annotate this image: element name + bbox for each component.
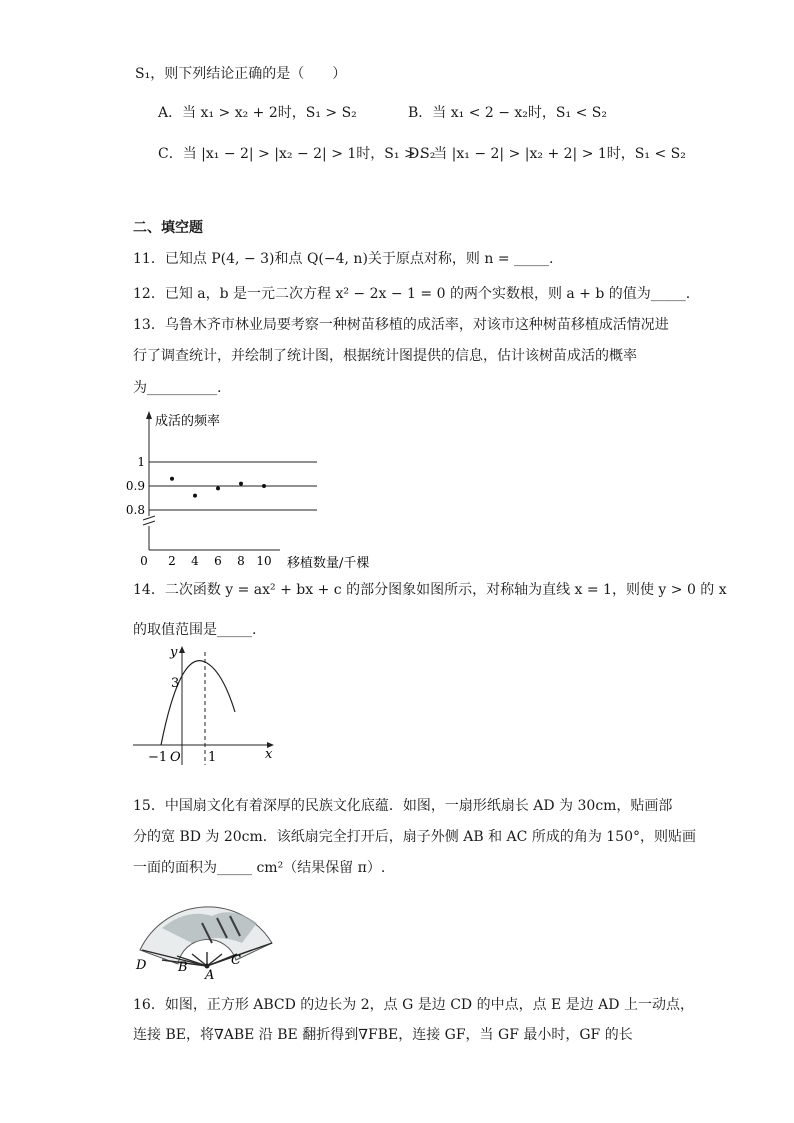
label-3: 3: [171, 676, 180, 691]
q10-option-b: B．当 x₁ < 2 − x₂时，S₁ < S₂: [408, 105, 607, 121]
paper-fan-figure: [132, 888, 282, 983]
x-tick-label: 10: [256, 553, 272, 568]
y-axis-break: [143, 516, 155, 525]
q13-line-1: 13．乌鲁木齐市林业局要考察一种树苗移植的成活率，对该市这种树苗移植成活情况进: [133, 317, 669, 333]
label-neg1: −1: [148, 750, 168, 765]
origin-label: O: [170, 750, 181, 765]
section-title: 二、填空题: [133, 220, 203, 236]
q10-option-d: D．当 |x₁ − 2| > |x₂ + 2| > 1时，S₁ < S₂: [408, 146, 686, 162]
q11-text: 11．已知点 P(4, − 3)和点 Q(−4, n)关于原点对称，则 n = _____.: [133, 251, 554, 267]
y-axis-arrow: [146, 411, 152, 419]
q16-line-1: 16．如图，正方形 ABCD 的边长为 2，点 G 是边 CD 的中点，点 E 是边 AD 上一动点，: [133, 997, 694, 1013]
data-point: [193, 494, 197, 498]
q15-line-2: 分的宽 BD 为 20cm．该纸扇完全打开后，扇子外侧 AB 和 AC 所成的角为 150°，则贴画: [133, 829, 696, 845]
label-1: 1: [208, 750, 217, 765]
parabola-curve: [161, 661, 235, 745]
fan-label-b: B: [178, 960, 188, 975]
y-tick-label: 1: [137, 455, 145, 469]
q16-line-2: 连接 BE，将∇ABE 沿 BE 翻折得到∇FBE，连接 GF，当 GF 最小时，GF 的长: [133, 1027, 633, 1043]
q14-line-1: 14．二次函数 y = ax² + bx + c 的部分图象如图所示，对称轴为直线 x = 1，则使 y > 0 的 x: [133, 582, 727, 598]
y-tick-label: 0.8: [125, 503, 145, 517]
q14-line-2: 的取值范围是_____.: [133, 622, 257, 638]
fan-label-c: C: [231, 953, 241, 968]
x-axis-label: 移植数量/千棵: [287, 556, 370, 571]
x-label: x: [265, 747, 273, 762]
x-tick-label: 8: [237, 553, 245, 568]
q10-option-a: A．当 x₁ > x₂ + 2时，S₁ > S₂: [158, 105, 357, 121]
survival-rate-chart: [125, 408, 400, 571]
x-tick-label: 4: [191, 553, 199, 568]
q15-line-1: 15．中国扇文化有着深厚的民族文化底蕴．如图，一扇形纸扇长 AD 为 30cm，贴画部: [133, 798, 673, 814]
data-point: [216, 486, 220, 490]
chart-plot: [126, 411, 369, 571]
data-point: [170, 477, 174, 481]
y-tick-label: 0.9: [125, 479, 145, 493]
fan-label-a: A: [205, 968, 215, 983]
q10-intro: S₁，则下列结论正确的是（ ）: [135, 66, 347, 82]
q15-line-3: 一面的面积为_____ cm²（结果保留 π）.: [133, 860, 386, 876]
y-axis-arrow: [179, 646, 185, 653]
y-label: y: [170, 645, 178, 660]
q12-text: 12．已知 a，b 是一元二次方程 x² − 2x − 1 = 0 的两个实数根，则 a + b 的值为_____.: [133, 286, 691, 302]
q13-line-2: 行了调查统计，并绘制了统计图，根据统计图提供的信息，估计该树苗成活的概率: [133, 348, 637, 364]
data-point: [262, 484, 266, 488]
x-tick-label: 0: [140, 553, 148, 568]
data-point: [239, 482, 243, 486]
q10-option-c: C．当 |x₁ − 2| > |x₂ − 2| > 1时，S₁ > S₂: [158, 146, 436, 162]
parabola-graph: [130, 640, 280, 770]
fan-label-d: D: [136, 958, 147, 973]
q13-line-3: 为__________.: [133, 380, 222, 396]
x-tick-label: 2: [168, 553, 176, 568]
x-tick-label: 6: [214, 553, 222, 568]
y-axis-label: 成活的频率: [155, 414, 221, 429]
